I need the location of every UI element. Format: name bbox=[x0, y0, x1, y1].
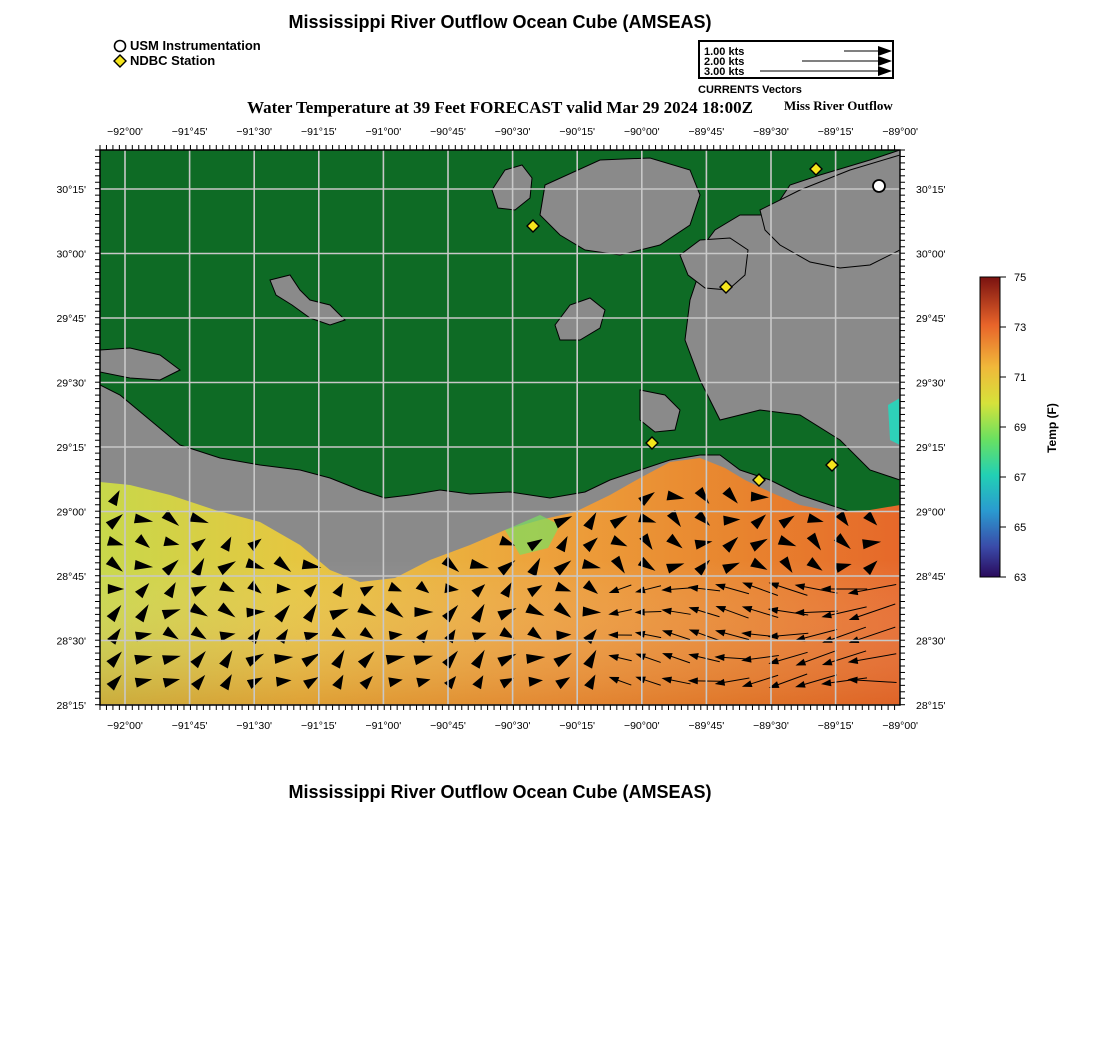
vector-key-row-2: 2.00 kts bbox=[704, 56, 745, 68]
longitude-label: −90°30' bbox=[494, 720, 531, 732]
longitude-label: −89°30' bbox=[753, 720, 789, 732]
map-subtitle: Water Temperature at 39 Feet FORECAST valid Mar 29 2024 18:00Z bbox=[247, 98, 753, 117]
longitude-label: −89°15' bbox=[817, 720, 854, 732]
longitude-label: −90°15' bbox=[559, 126, 596, 138]
legend-ndbc-label: NDBC Station bbox=[130, 53, 216, 68]
vector-key-row-1: 1.00 kts bbox=[704, 46, 745, 58]
longitude-label: −91°45' bbox=[171, 720, 208, 732]
colorbar-tick-label: 75 bbox=[1014, 272, 1027, 284]
usm-instrument-marker bbox=[873, 180, 885, 192]
longitude-label: −89°30' bbox=[753, 126, 789, 138]
longitude-label: −91°45' bbox=[171, 126, 208, 138]
longitude-label: −89°00' bbox=[882, 720, 919, 732]
latitude-label: 29°15' bbox=[56, 442, 86, 454]
latitude-label: 29°45' bbox=[56, 313, 86, 325]
latitude-label: 28°45' bbox=[56, 571, 86, 583]
latitude-label: 30°15' bbox=[56, 184, 86, 196]
colorbar-tick-label: 65 bbox=[1014, 522, 1027, 534]
latitude-label: 28°30' bbox=[916, 635, 946, 648]
longitude-label: −91°15' bbox=[300, 126, 337, 138]
longitude-label: −91°00' bbox=[365, 126, 402, 138]
latitude-label: 28°15' bbox=[916, 700, 946, 712]
latitude-label: 29°15' bbox=[916, 442, 946, 454]
vector-key-caption: CURRENTS Vectors bbox=[698, 84, 802, 96]
longitude-label: −92°00' bbox=[107, 720, 143, 732]
colorbar-tick-label: 69 bbox=[1014, 422, 1027, 434]
longitude-label: −91°15' bbox=[300, 720, 337, 732]
longitude-label: −89°45' bbox=[688, 720, 725, 732]
latitude-label: 28°30' bbox=[56, 635, 86, 648]
longitude-label: −90°15' bbox=[559, 720, 596, 732]
latitude-label: 29°30' bbox=[56, 377, 86, 390]
latitude-label: 30°15' bbox=[916, 184, 946, 196]
longitude-label: −90°00' bbox=[623, 720, 660, 732]
longitude-label: −89°00' bbox=[882, 126, 919, 138]
longitude-label: −91°30' bbox=[236, 720, 273, 732]
latitude-label: 29°00' bbox=[916, 506, 946, 519]
latitude-label: 29°30' bbox=[916, 377, 946, 390]
longitude-label: −91°30' bbox=[236, 126, 273, 138]
bottom-title: Mississippi River Outflow Ocean Cube (AMSEAS) bbox=[288, 782, 712, 802]
colorbar-tick-label: 67 bbox=[1014, 472, 1027, 484]
colorbar-tick-label: 71 bbox=[1014, 372, 1027, 384]
vector-key-row-3: 3.00 kts bbox=[704, 66, 745, 78]
page-title: Mississippi River Outflow Ocean Cube (AMSEAS) bbox=[288, 12, 712, 32]
longitude-label: −90°45' bbox=[430, 126, 466, 138]
latitude-label: 29°45' bbox=[916, 313, 946, 325]
latitude-label: 30°00' bbox=[56, 248, 86, 261]
colorbar bbox=[980, 277, 1000, 577]
longitude-label: −90°00' bbox=[623, 126, 660, 138]
latitude-label: 28°15' bbox=[56, 700, 86, 712]
longitude-label: −90°45' bbox=[430, 720, 466, 732]
latitude-label: 30°00' bbox=[916, 248, 946, 261]
longitude-label: −90°30' bbox=[494, 126, 531, 138]
longitude-label: −91°00' bbox=[365, 720, 402, 732]
colorbar-ticks bbox=[1000, 272, 1026, 584]
legend-usm-label: USM Instrumentation bbox=[130, 38, 261, 53]
colorbar-tick-label: 63 bbox=[1014, 572, 1027, 584]
longitude-label: −92°00' bbox=[107, 126, 143, 138]
region-label: Miss River Outflow bbox=[784, 98, 893, 113]
longitude-label: −89°15' bbox=[817, 126, 854, 138]
longitude-label: −89°45' bbox=[688, 126, 725, 138]
colorbar-tick-label: 73 bbox=[1014, 322, 1027, 334]
latitude-label: 29°00' bbox=[56, 506, 86, 519]
colorbar-label: Temp (F) bbox=[1045, 403, 1059, 453]
latitude-label: 28°45' bbox=[916, 571, 946, 583]
